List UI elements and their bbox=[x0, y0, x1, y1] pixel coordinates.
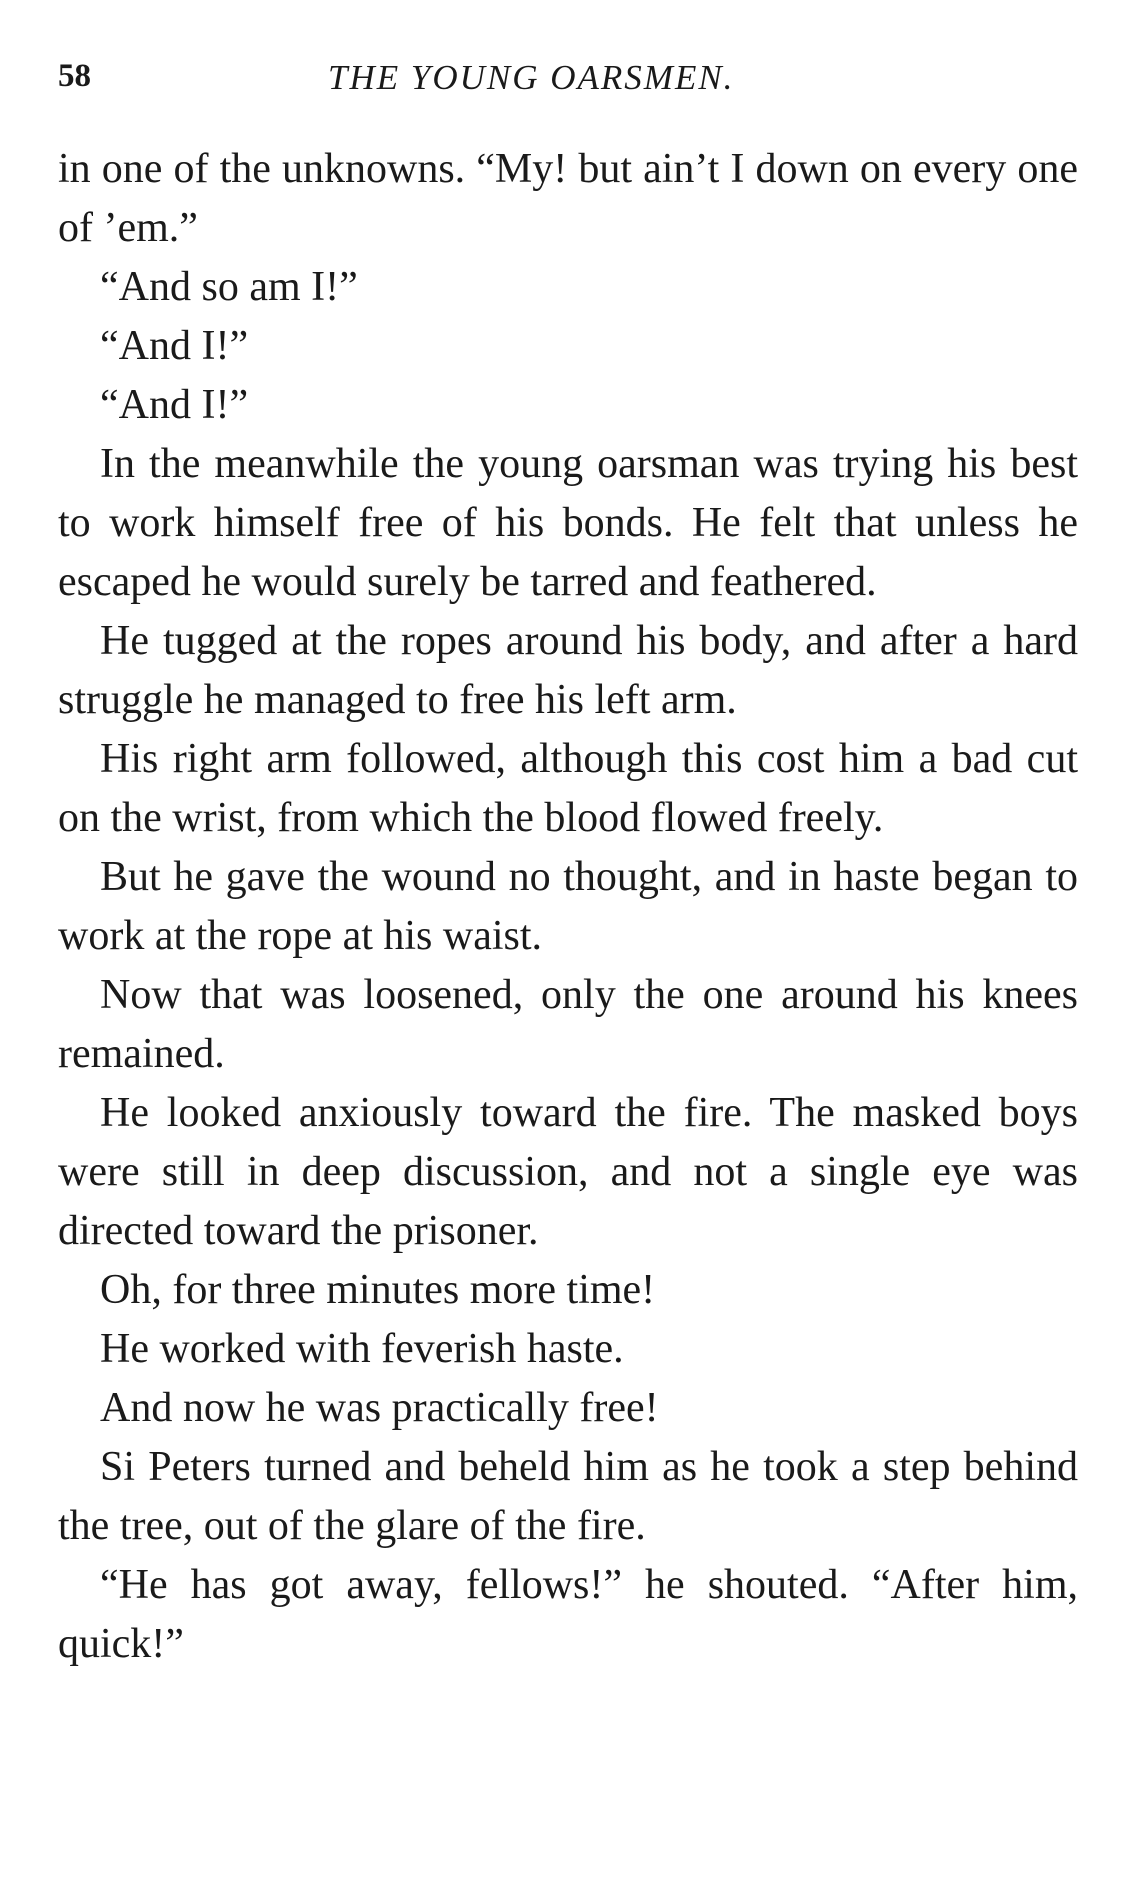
paragraph: He tugged at the ropes around his body, and after a hard struggle he managed to free his left arm. bbox=[58, 618, 1078, 723]
paragraph: And now he was practically free! bbox=[100, 1385, 659, 1431]
paragraph: His right arm followed, although this cost him a bad cut on the wrist, from which the blood flowed freely. bbox=[58, 736, 1078, 841]
paragraph: He worked with feverish haste. bbox=[100, 1326, 624, 1372]
paragraph: In the meanwhile the young oarsman was trying his best to work himself free of his bonds. He felt that unless he escaped he would surely be tarred and feathered. bbox=[58, 441, 1078, 605]
paragraph: He looked anxiously toward the fire. The masked boys were still in deep discussion, and not a single eye was directed toward the prisoner. bbox=[58, 1090, 1078, 1254]
paragraph: Si Peters turned and beheld him as he took a step behind the tree, out of the glare of the fire. bbox=[58, 1444, 1078, 1549]
paragraph: Now that was loosened, only the one around his knees remained. bbox=[58, 972, 1078, 1077]
paragraph: in one of the unknowns. “My! but ain’t I down on every one of ’em.” bbox=[58, 146, 1078, 251]
body-text bbox=[58, 140, 1078, 1674]
paragraph: “And I!” bbox=[100, 323, 249, 369]
paragraph: Oh, for three minutes more time! bbox=[100, 1267, 656, 1313]
paragraph: But he gave the wound no thought, and in haste began to work at the rope at his waist. bbox=[58, 854, 1078, 959]
page-number: 58 bbox=[58, 58, 91, 94]
paragraph: “And so am I!” bbox=[100, 264, 358, 310]
paragraph: “He has got away, fellows!” he shouted. “After him, quick!” bbox=[58, 1562, 1078, 1667]
paragraph: “And I!” bbox=[100, 382, 249, 428]
running-head bbox=[58, 58, 1078, 98]
running-title: THE YOUNG OARSMEN. bbox=[328, 58, 735, 97]
